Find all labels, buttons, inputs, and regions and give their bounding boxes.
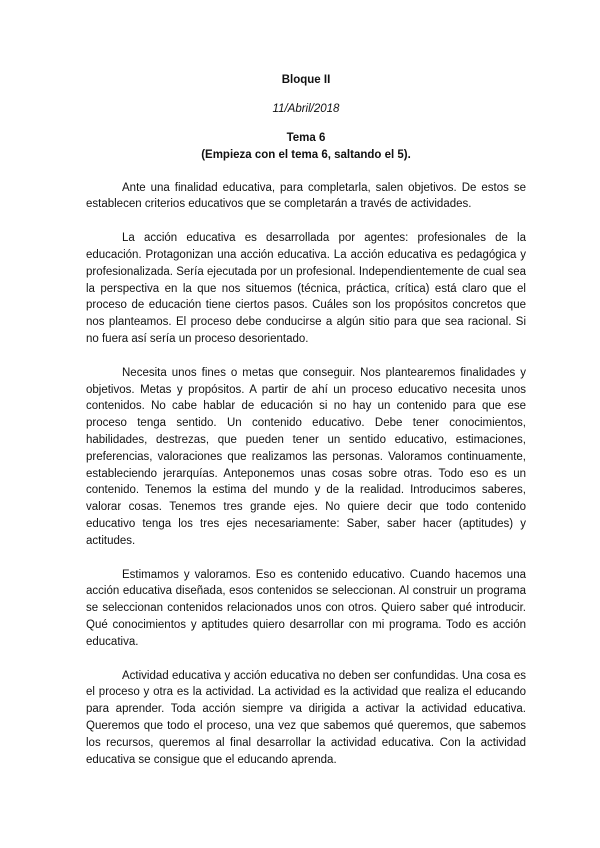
topic-heading: Tema 6 <box>286 132 326 144</box>
document-title: Bloque II <box>281 74 331 86</box>
topic-subheading: (Empieza con el tema 6, saltando el 5). <box>201 148 411 161</box>
document-date: 11/Abril/2018 <box>272 103 340 115</box>
document-body <box>86 72 526 768</box>
paragraph-1: Ante una finalidad educativa, para completarla, salen objetivos. De estos se establecen criterios educativos que se completarán a través de actividades. <box>86 181 526 211</box>
paragraph-4: Estimamos y valoramos. Eso es contenido educativo. Cuando hacemos una acción educativa diseñada, esos contenidos se seleccionan. Al construir un programa se seleccionan contenidos relacionados unos con otros. Quiero saber qué introducir. Qué conocimientos y aptitudes quiero desarrollar con mi programa. Todo es acción educativa. <box>86 568 526 648</box>
paragraph-5: Actividad educativa y acción educativa no deben ser confundidas. Una cosa es el proceso y otra es la actividad. La actividad es la actividad que realiza el educando para aprender. Toda acción siempre va dirigida a activar la actividad educativa. Queremos que todo el proceso, una vez que sabemos qué queremos, que sabemos los recursos, queremos al final desarrollar la actividad educativa. Con la actividad educativa se consigue que el educando aprenda. <box>86 669 526 766</box>
paragraph-3: Necesita unos fines o metas que conseguir. Nos plantearemos finalidades y objetivos. Metas y propósitos. A partir de ahí un proceso educativo necesita unos contenidos. No cabe hablar de educación si no hay un contenido para que ese proceso tenga sentido. Un contenido educativo. Debe tener conocimientos, habilidades, destrezas, que pueden tener un sentido educativo, estimaciones, preferencias, valoraciones que realizamos las personas. Valoramos continuamente, estableciendo jerarquías. Anteponemos unas cosas sobre otras. Todo eso es un contenido. Tenemos la estima del mundo y de la realidad. Introducimos saberes, valorar cosas. Tenemos tres grande ejes. No quiere decir que todo contenido educativo tenga los tres ejes necesariamente: Saber, saber hacer (aptitudes) y actitudes. <box>86 366 526 547</box>
paragraph-2: La acción educativa es desarrollada por agentes: profesionales de la educación. Protagonizan una acción educativa. La acción educativa es pedagógica y profesionalizada. Sería ejecutada por un profesional. Independientemente de cual sea la perspectiva en la que nos situemos (técnica, práctica, crítica) está claro que el proceso de educación tiene ciertos pasos. Cuáles son los propósitos concretos que nos planteamos. El proceso debe conducirse a algún sitio para que sea racional. Si no fuera así sería un proceso desorientado. <box>86 232 526 345</box>
